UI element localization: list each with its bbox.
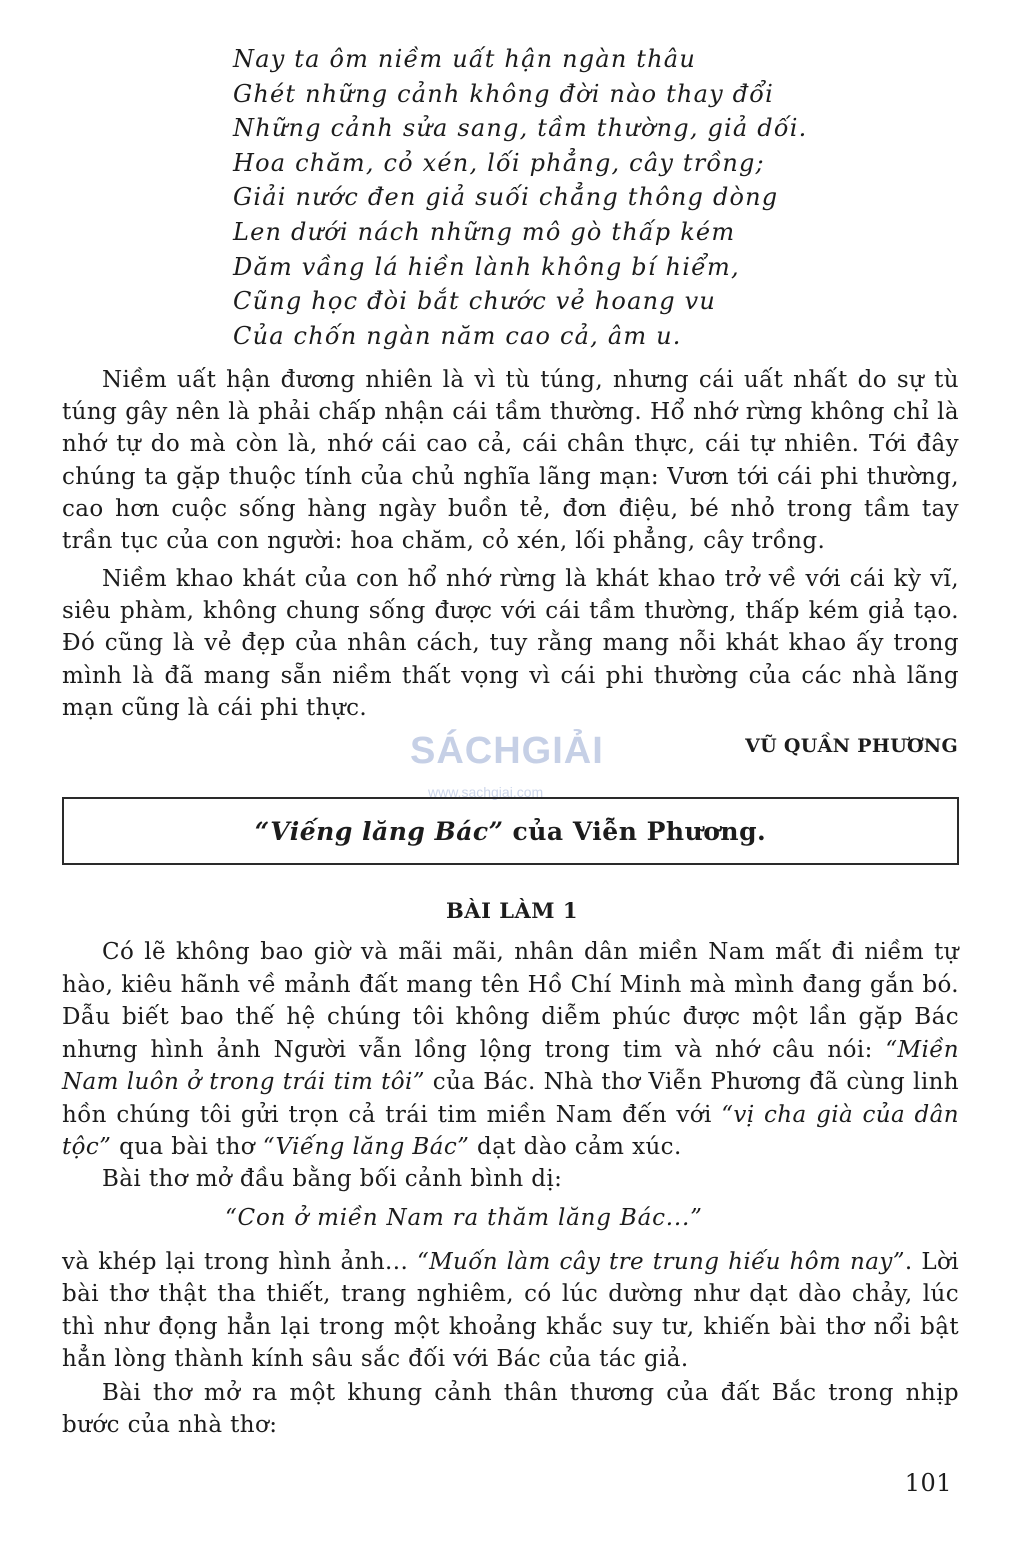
poem-line: Những cảnh sửa sang, tầm thường, giả dối. bbox=[233, 114, 808, 143]
section-title-box bbox=[62, 797, 959, 865]
watermark-brand: SÁCHGIẢI bbox=[410, 730, 604, 772]
poem-stanza bbox=[233, 42, 873, 353]
quote-run: “Muốn làm cây tre trung hiếu hôm nay” bbox=[416, 1249, 905, 1275]
quote-run: “Miền Nam luôn ở trong trái tim tôi” bbox=[62, 1036, 959, 1095]
poem-line: Của chốn ngàn năm cao cả, âm u. bbox=[233, 321, 682, 350]
text-run: qua bài thơ bbox=[119, 1134, 256, 1160]
paragraph-boi-canh: Bài thơ mở đầu bằng bối cảnh bình dị: bbox=[102, 1166, 563, 1192]
poem-line: Cũng học đòi bắt chước vẻ hoang vu bbox=[233, 287, 717, 316]
quote-run: “vị cha già của dân tộc” bbox=[62, 1101, 959, 1160]
poem-line: Len dưới nách những mô gò thấp kém bbox=[233, 217, 736, 246]
poem-line: Hoa chăm, cỏ xén, lối phẳng, cây trồng; bbox=[233, 148, 765, 177]
paragraph-khep-lai bbox=[62, 1246, 959, 1375]
quote-run: “Viếng lăng Bác” bbox=[262, 1134, 470, 1160]
text-run: Có lẽ không bao giờ và mãi mãi, nhân dân miền Nam mất đi niềm tự hào, kiêu hãnh về mảnh đất mang tên Hồ Chí Minh mà mình đang gắn bó. Dẫu biết bao thế hệ chúng tôi không diễm phúc được một lần gặp Bác nhưng hình ảnh Người vẫn lồng lộng trong tim và nhớ câu nói: bbox=[62, 939, 959, 1063]
poem-line: Nay ta ôm niềm uất hận ngàn thâu bbox=[233, 45, 696, 73]
page-number: 101 bbox=[904, 1469, 952, 1497]
poem-line: Dăm vầng lá hiền lành không bí hiểm, bbox=[233, 252, 740, 281]
text-run: dạt dào cảm xúc. bbox=[477, 1134, 682, 1160]
author-signature: VŨ QUẦN PHƯƠNG bbox=[745, 735, 958, 757]
poem-quote: “Con ở miền Nam ra thăm lăng Bác...” bbox=[225, 1205, 703, 1231]
text-run: và khép lại trong hình ảnh... bbox=[62, 1249, 409, 1275]
poem-line: Giải nước đen giả suối chẳng thông dòng bbox=[233, 183, 779, 212]
paragraph-khao-khat: Niềm khao khát của con hổ nhớ rừng là khát khao trở về với cái kỳ vĩ, siêu phàm, không chung sống được với cái tầm thường, thấp kém giả tạo. Đó cũng là vẻ đẹp của nhân cách, tuy rằng mang nỗi khát khao ấy trong mình là đã mang sẵn niềm thất vọng vì cái phi thường của các nhà lãng mạn cũng là cái phi thực. bbox=[62, 566, 959, 721]
poem-line: Ghét những cảnh không đời nào thay đổi bbox=[233, 79, 774, 108]
watermark-url: www.sachgiai.com bbox=[428, 784, 544, 800]
essay-heading: BÀI LÀM 1 bbox=[446, 898, 578, 923]
paragraph-intro bbox=[62, 936, 959, 1164]
text-run: . Lời bài thơ thật tha thiết, trang nghiêm, có lúc dường như dạt dào chảy, lúc thì như đọng hẳn lại trong một khoảng khắc suy tư, khiến bài thơ nổi bật hẳn lòng thành kính sâu sắc đối với Bác của tác giả. bbox=[62, 1249, 959, 1372]
section-title-rest: của Viễn Phương. bbox=[512, 816, 767, 846]
paragraph-tu-tung: Niềm uất hận đương nhiên là vì tù túng, nhưng cái uất nhất do sự tù túng gây nên là phải chấp nhận cái tầm thường. Hổ nhớ rừng không chỉ là nhớ tự do mà còn là, nhớ cái cao cả, cái chân thực, cái tự nhiên. Tới đây chúng ta gặp thuộc tính của chủ nghĩa lãng mạn: Vươn tới cái phi thường, cao hơn cuộc sống hàng ngày buồn tẻ, đơn điệu, bé nhỏ trong tầm tay trần tục của con người: hoa chăm, cỏ xén, lối phẳng, cây trồng. bbox=[62, 367, 959, 555]
text-run: của Bác. Nhà thơ Viễn Phương đã cùng linh hồn chúng tôi gửi trọn cả trái tim miền Nam đến với bbox=[62, 1069, 959, 1128]
section-title-quoted: “Viếng lăng Bác” bbox=[254, 816, 504, 846]
paragraph-khung-canh: Bài thơ mở ra một khung cảnh thân thương của đất Bắc trong nhịp bước của nhà thơ: bbox=[62, 1380, 959, 1439]
